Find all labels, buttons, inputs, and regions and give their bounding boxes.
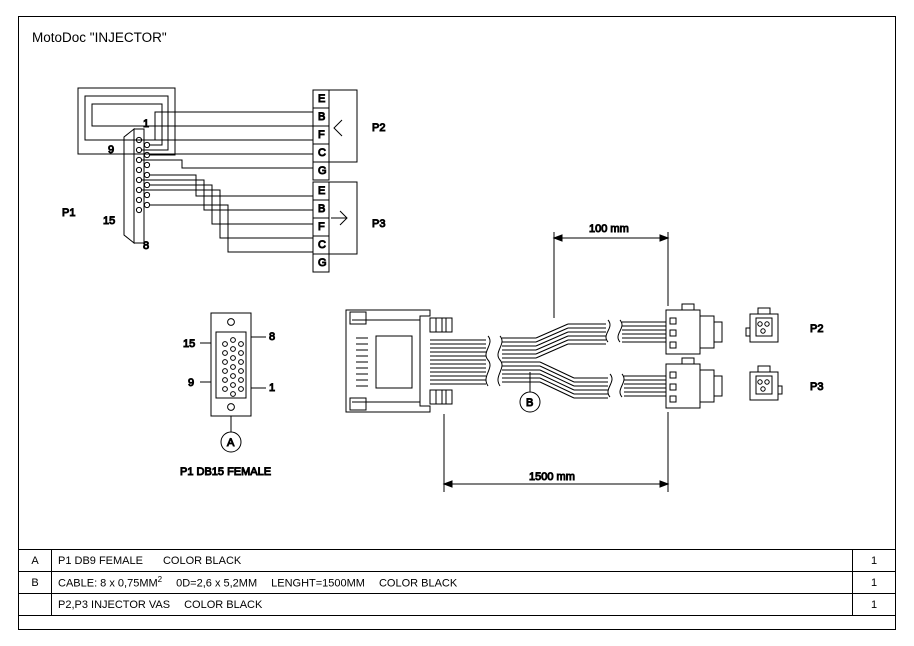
harness-cable-bundle [430, 320, 666, 398]
p2-schematic-label: P2 [372, 122, 386, 134]
bom-row-1-qty: 1 [853, 572, 896, 594]
bom-row-1-cable-exponent: 2 [157, 575, 163, 585]
bom-row-2-desc [52, 594, 853, 616]
pin-number-top-9: 9 [108, 144, 115, 156]
bom-row-1-id: B [19, 572, 52, 594]
bom-row-1-desc [52, 572, 853, 594]
p3-pin-letter-4: G [318, 257, 327, 269]
pin-number-top-1: 1 [143, 118, 150, 130]
p2-pin-letter-3: C [318, 147, 326, 159]
p1-schematic-label: P1 [62, 207, 76, 219]
wires-p1-to-p2 [78, 88, 313, 168]
p3-view-label: P3 [810, 381, 824, 393]
p2-pin-letter-1: B [318, 111, 326, 123]
p3-pin-letter-0: E [318, 185, 326, 197]
bom-row-2-qty: 1 [853, 594, 896, 616]
bom-row-2-id [19, 594, 52, 616]
p3-connector-view [750, 366, 782, 400]
detail-pin-15: 15 [183, 338, 196, 350]
pin-number-top-15: 15 [103, 215, 116, 227]
p3-pin-letter-1: B [318, 203, 326, 215]
harness-p3-connector [666, 358, 722, 408]
bom-row-2-color: COLOR BLACK [184, 598, 263, 611]
p1-detail-connector [200, 313, 266, 416]
page-title: MotoDoc "INJECTOR" [32, 30, 167, 45]
bom-row-1-cable: CABLE: 8 x 0,75MM [58, 577, 158, 590]
p3-pin-letter-2: F [318, 221, 325, 233]
bill-of-materials [18, 549, 896, 616]
detail-pin-8: 8 [269, 331, 276, 343]
wires-p1-to-p3 [142, 175, 313, 252]
bom-row-1-color: COLOR BLACK [378, 577, 458, 590]
bom-row-0-desc [52, 550, 853, 572]
balloon-b-label: B [526, 397, 534, 409]
harness-db-connector [346, 310, 452, 412]
detail-pin-1: 1 [269, 382, 276, 394]
table-row [19, 594, 896, 616]
table-row [19, 550, 896, 572]
bom-row-0-id: A [19, 550, 52, 572]
balloon-a-label: A [227, 437, 235, 449]
p2-pin-letter-0: E [318, 93, 326, 105]
bom-row-0-color: COLOR BLACK [162, 554, 242, 567]
dimension-100mm [554, 232, 668, 318]
dimension-100mm-label: 100 mm [589, 223, 629, 235]
p2-pin-letter-2: F [318, 129, 325, 141]
p1-detail-caption: P1 DB15 FEMALE [180, 466, 272, 478]
dimension-1500mm-label: 1500 mm [529, 471, 575, 483]
p2-view-label: P2 [810, 323, 824, 335]
p3-schematic-label: P3 [372, 218, 386, 230]
bom-row-2-part: P2,P3 INJECTOR VAS [58, 598, 171, 611]
p3-pin-letter-3: C [318, 239, 326, 251]
bom-row-1-length: LENGHT=1500MM [271, 577, 365, 590]
detail-pin-9: 9 [188, 377, 195, 389]
bom-row-1-od: 0D=2,6 x 5,2MM [176, 577, 258, 590]
p1-schematic-connector [124, 129, 150, 243]
bom-row-0-part: P1 DB9 FEMALE [58, 554, 143, 567]
p2-pin-letter-4: G [318, 165, 327, 177]
harness-p2-connector [666, 304, 722, 354]
pin-number-top-8: 8 [143, 240, 150, 252]
table-row [19, 572, 896, 594]
p2-connector-view [746, 308, 778, 342]
bom-table [18, 549, 896, 616]
bom-row-0-qty: 1 [853, 550, 896, 572]
